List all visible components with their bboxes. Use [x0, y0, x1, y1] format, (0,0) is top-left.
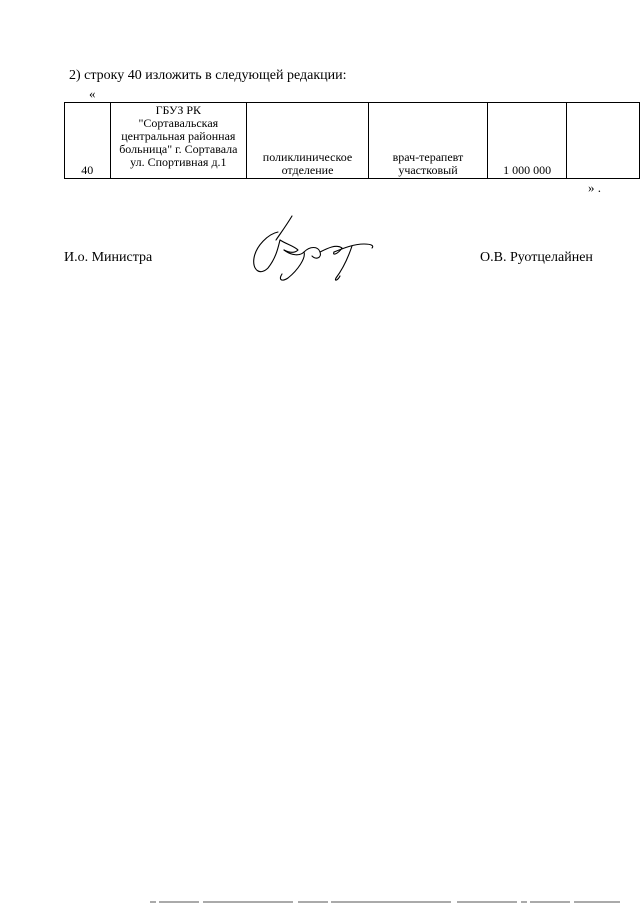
- organization-cell: ГБУЗ РК "Сортавальская центральная районная больница" г. Сортавала ул. Спортивная д.1: [110, 103, 247, 179]
- position-cell: врач-терапевт участковый: [368, 103, 487, 179]
- handwritten-signature: [248, 214, 378, 286]
- table-row: [65, 103, 640, 179]
- scan-edge-line: [150, 901, 620, 903]
- signatory-title: И.о. Министра: [64, 250, 153, 265]
- opening-quote-mark: «: [89, 86, 96, 101]
- row-number-cell: 40: [65, 103, 111, 179]
- signatory-name: О.В. Руотцелайнен: [480, 250, 593, 265]
- amendment-table: [64, 102, 640, 179]
- amendment-heading: 2) строку 40 изложить в следующей редакции:: [69, 68, 347, 83]
- closing-quote-mark: » .: [588, 180, 601, 195]
- department-cell: поликлиническое отделение: [247, 103, 369, 179]
- amount-cell: 1 000 000: [488, 103, 567, 179]
- empty-cell: [567, 103, 640, 179]
